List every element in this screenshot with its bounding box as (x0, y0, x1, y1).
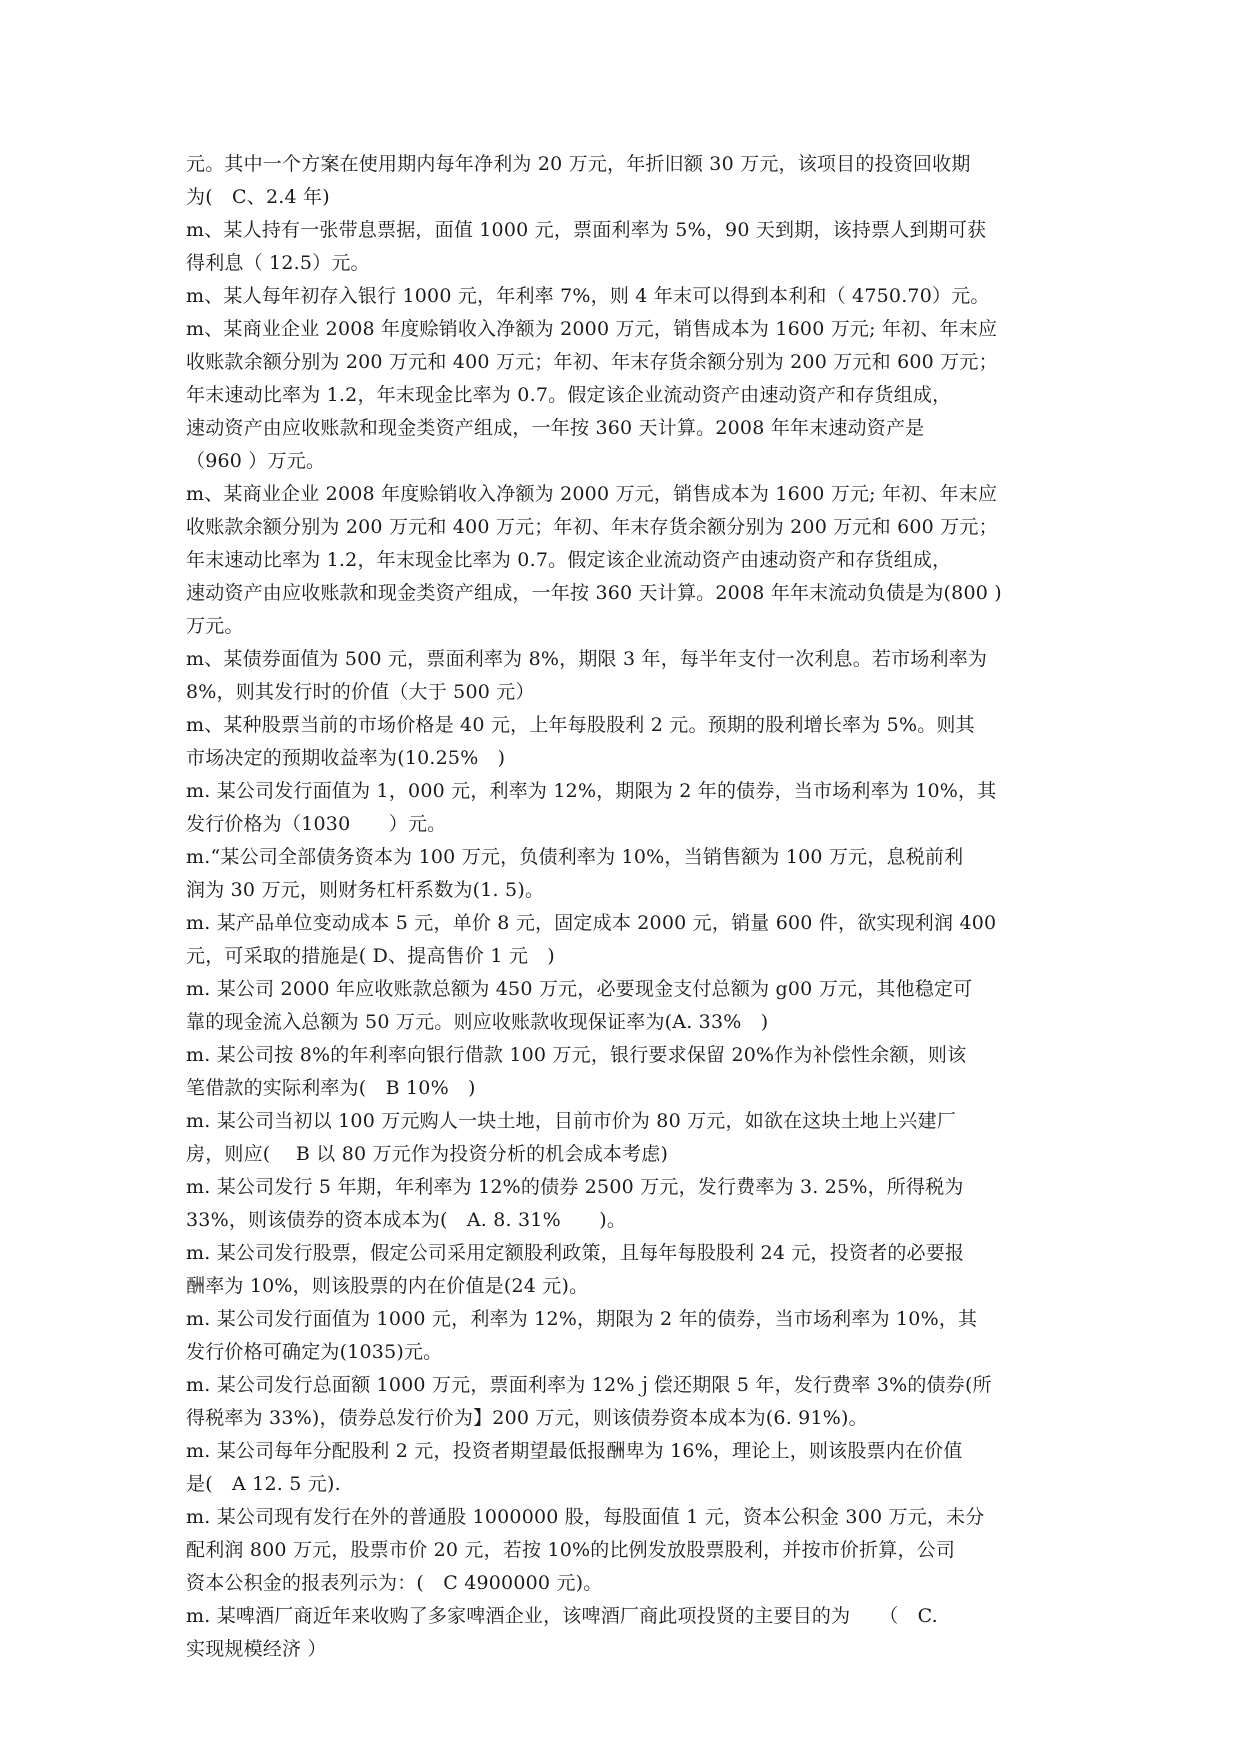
text-line: 万元。 (186, 615, 244, 637)
text-line: m. 某公司 2000 年应收账款总额为 450 万元，必要现金支付总额为 g00 万元，其他稳定可 (186, 978, 973, 1000)
text-line: 酬率为 10%，则该股票的内在价值是(24 元)。 (186, 1275, 589, 1297)
text-line: 元。其中一个方案在使用期内每年净利为 20 万元，年折旧额 30 万元，该项目的投资回收期 (186, 153, 971, 175)
text-line: m、某人持有一张带息票据，面值 1000 元，票面利率为 5%，90 天到期，该持票人到期可获 (186, 219, 987, 241)
text-line: m、某种股票当前的市场价格是 40 元，上年每股股利 2 元。预期的股利增长率为 5%。则其 (186, 714, 975, 736)
text-line: 收账款余额分别为 200 万元和 400 万元；年初、年末存货余额分别为 200 万元和 600 万元； (186, 516, 998, 538)
text-line: 元，可采取的措施是( D、提高售价 1 元 ) (186, 945, 555, 967)
text-line: m. 某公司按 8%的年利率向银行借款 100 万元，银行要求保留 20%作为补偿性余额，则该 (186, 1044, 967, 1066)
text-line: 房，则应( B 以 80 万元作为投资分析的机会成本考虑) (186, 1143, 669, 1165)
text-line: 市场决定的预期收益率为(10.25% ) (186, 747, 506, 769)
text-line: m. 某公司发行总面额 1000 万元，票面利率为 12%ｊ偿还期限 5 年，发行费率 3%的债券(所 (186, 1374, 992, 1396)
text-line: m. 某公司发行面值为 1，000 元，利率为 12%，期限为 2 年的债券，当市场利率为 10%，其 (186, 780, 997, 802)
text-line: 发行价格可确定为(1035)元。 (186, 1341, 443, 1363)
text-line: m. 某啤酒厂商近年来收购了多家啤酒企业，该啤酒厂商此项投贤的主要目的为 （ C. (186, 1605, 938, 1627)
document-page (186, 148, 1066, 1666)
text-line: 发行价格为（1030 ）元。 (186, 813, 447, 835)
text-line: m. 某公司发行股票，假定公司采用定额股利政策，且每年每股股利 24 元，投资者的必要报 (186, 1242, 965, 1264)
text-line: 收账款余额分别为 200 万元和 400 万元；年初、年末存货余额分别为 200 万元和 600 万元； (186, 351, 998, 373)
text-line: 笔借款的实际利率为( B 10% ) (186, 1077, 476, 1099)
text-line: 是( A 12. 5 元). (186, 1473, 341, 1495)
text-line: m. 某公司现有发行在外的普通股 1000000 股，每股面值 1 元，资本公积金 300 万元，未分 (186, 1506, 985, 1528)
text-line: 年末速动比率为 1.2，年末现金比率为 0.7。假定该企业流动资产由速动资产和存货组成， (186, 384, 952, 406)
text-line: m. 某公司发行 5 年期，年利率为 12%的债券 2500 万元，发行费率为 3. 25%，所得税为 (186, 1176, 964, 1198)
text-line: 靠的现金流入总额为 50 万元。则应收账款收现保证率为(A. 33% ) (186, 1011, 769, 1033)
text-line: 实现规模经济 ） (186, 1638, 327, 1660)
text-line: 33%，则该债券的资本成本为( A. 8. 31% )。 (186, 1209, 627, 1231)
text-line: 年末速动比率为 1.2，年末现金比率为 0.7。假定该企业流动资产由速动资产和存货组成， (186, 549, 952, 571)
text-line: 8%，则其发行时的价值（大于 500 元） (186, 681, 535, 703)
text-line: 润为 30 万元，则财务杠杆系数为(1. 5)。 (186, 879, 545, 901)
text-line: 得税率为 33%)，债券总发行价为】200 万元，则该债券资本成本为(6. 91%)。 (186, 1407, 868, 1429)
text-line: m、某商业企业 2008 年度赊销收入净额为 2000 万元，销售成本为 1600 万元; 年初、年末应 (186, 318, 998, 340)
text-line: 资本公积金的报表列示为：( C 4900000 元)。 (186, 1572, 603, 1594)
text-line: 得利息（ 12.5）元。 (186, 252, 370, 274)
text-line: m.“某公司全部债务资本为 100 万元，负债利率为 10%，当销售额为 100 万元，息税前利 (186, 846, 964, 868)
text-line: m、某商业企业 2008 年度赊销收入净额为 2000 万元，销售成本为 1600 万元; 年初、年末应 (186, 483, 998, 505)
text-line: m. 某公司发行面值为 1000 元，利率为 12%，期限为 2 年的债券，当市场利率为 10%，其 (186, 1308, 978, 1330)
text-line: 配利润 800 万元，股票市价 20 元，若按 10%的比例发放股票股利，并按市价折算，公司 (186, 1539, 956, 1561)
text-line: m、某债券面值为 500 元，票面利率为 8%，期限 3 年，每半年支付一次利息。若市场利率为 (186, 648, 988, 670)
text-line: 速动资产由应收账款和现金类资产组成，一年按 360 天计算。2008 年年末流动负债是为(800 ) (186, 582, 1002, 604)
text-line: m. 某公司每年分配股利 2 元，投资者期望最低报酬卑为 16%，理论上，则该股票内在价值 (186, 1440, 963, 1462)
text-line: 速动资产由应收账款和现金类资产组成，一年按 360 天计算。2008 年年末速动资产是 (186, 417, 925, 439)
text-line: m. 某公司当初以 100 万元购人一块土地，目前市价为 80 万元，如欲在这块土地上兴建厂 (186, 1110, 956, 1132)
text-line: （960 ）万元。 (186, 450, 326, 472)
text-line: 为( C、2.4 年) (186, 186, 330, 208)
text-line: m. 某产品单位变动成本 5 元，单价 8 元，固定成本 2000 元，销量 600 件，欲实现利润 400 (186, 912, 997, 934)
text-line: m、某人每年初存入银行 1000 元，年利率 7%，则 4 年末可以得到本利和（ 4750.70）元。 (186, 285, 990, 307)
